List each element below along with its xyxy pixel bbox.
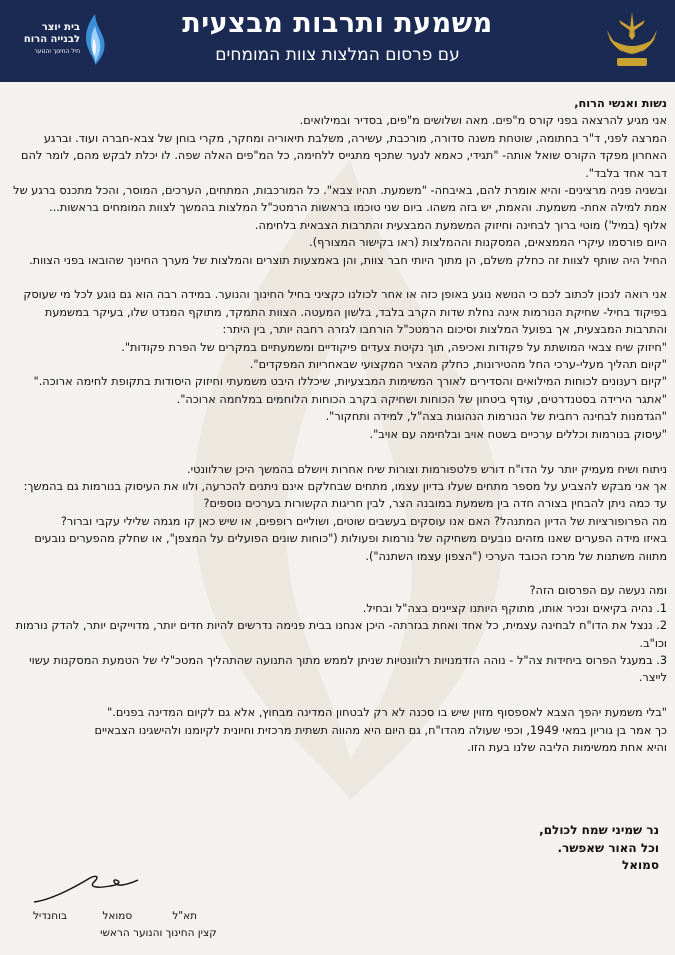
signature-role-word: קצין bbox=[197, 927, 217, 939]
signature-role-word: והנוער bbox=[133, 927, 163, 939]
handwritten-signature-icon bbox=[30, 870, 140, 906]
quote-item: "קיום תהליך מעלי-ערכי החל מהטירונות, כחלק מהציר המקצועי שבאחריות המפקדים". bbox=[249, 358, 667, 372]
signature-role-word: החינוך bbox=[165, 927, 195, 939]
quote-item: "עיסוק בנורמות וכללים ערכיים בשטח אויב ובלחימה עם אויב". bbox=[369, 427, 667, 441]
paragraph: ניתוח ושיח מעמיק יותר על הדו"ח דורש פלטפורמות וצורות שיח אחרות ויושלם בהמשך היכן שרלוונטי. bbox=[187, 462, 667, 476]
signature-last-name: בוחנדיל bbox=[32, 910, 68, 922]
paragraph: ובשניה פניה מרצינים- והיא אומרת להם, באיבחה- "משמעת. תהיו צבא". כל המורכבות, המתחים, הערכים, המוסר, והכל מתכנס ברגע של אמת למילה אחת- משמעת. והאמת, יש בזה משהו. ביום שני טוכמו בראשות הרמטכ"ל המלצות בהמשך לצוות המומחים בראשות... bbox=[13, 184, 667, 215]
paragraph: החיל היה שותף לצוות זה כחלק משלם, הן מתוך היותי חבר צוות, והן באמצעות תוצרים והמלצות של מערך החינוך שהובאו בפני הצוות. bbox=[29, 253, 667, 267]
closing-line: וכל האור שאפשר. bbox=[557, 840, 659, 855]
paragraph: והיא אחת ממשימות הליבה שלנו בעת הזו. bbox=[467, 740, 667, 754]
greeting: נשות ואנשי הרוח, bbox=[574, 97, 667, 110]
quote-item: "קיום רענונים לכוחות המילואים והסדירים לאורך המשימות המבצעיות, שיכללו היבט משמעתי וחיזוק היסודות בתקופת לחימה ארוכה." bbox=[33, 375, 667, 389]
paragraph: המרצה לפני, ד"ר בחתומה, שוטחת משנה סדורה, מורכבת, עשירה, משלבת תיאוריה ומחקר, מקרי בוחן של צבא-חברה ועוד. וברגע האחרון מפקד הקורס שואל אותה- "תגידי, כאמא לנער שתכף מתגייס ללחימה, כל המ"פים האלה שפה. לו יכלת לבקש מהם, לומר להם דבר אחד בלבד". bbox=[21, 131, 667, 180]
closing-name: סמואל bbox=[622, 858, 659, 872]
section-question: ומה נעשה עם הפרסום הזה? bbox=[529, 584, 667, 598]
quote-item: "חיזוק שיח צבאי המושתת על פקודות ואכיפה, תוך נקיטת צעדים פיקודיים ומשמעתיים במקרים של הפרת פקודות". bbox=[121, 340, 667, 354]
paragraph: היום פורסמו עיקרי הממצאים, המסקנות וההמלצות (ראו בקישור המצורף). bbox=[309, 236, 667, 250]
signature-role-row bbox=[18, 925, 217, 942]
logo-line-3: חיל החינוך והנוער bbox=[34, 48, 80, 55]
paragraph: אך אני מבקש להצביע על מספר מתחים שעלו בדיון עצמו, מתחים שבחלקם אינם ניתנים להכרעה, ולוו את העיסוק בנורמות גם בהמשך: bbox=[23, 479, 667, 493]
list-item: 1. נהיה בקיאים ונכיר אותו, מתוקף היותנו קציינים בצה"ל ובחיל. bbox=[362, 601, 667, 615]
paragraph: באיזו מידה הפערים שאנו מזהים נובעים משחיקה של נורמות ופעולות ("כוחות שונים הפועלים על המצפן", או שחלק מהפערים נובעים מתווה משתנות של מרכז הכובד הערכי ("הצפון עצמו השתנה"). bbox=[34, 532, 667, 563]
logo-line-1: בית יוצר bbox=[41, 22, 80, 33]
idf-emblem-icon bbox=[597, 6, 667, 76]
signature-first-name: סמואל bbox=[102, 910, 133, 922]
paragraph: כך אמר בן גוריון במאי 1949, וכפי שעולה מהדו"ח, גם היום היא מהווה תשתית מרכזית וחיונית לקיומנו ולהישגינו הצבאיים bbox=[94, 723, 667, 737]
logo-line-2: לבנייה הרוח bbox=[23, 34, 80, 45]
letter-body bbox=[10, 95, 667, 756]
signature-name-row bbox=[18, 908, 217, 925]
signature-rank: תא"ל bbox=[172, 910, 198, 922]
paragraph: עד כמה ניתן להבחין בצורה חדה בין משמעת במובנה הצר, לבין חריגות הקשורות בערכים נוספים? bbox=[203, 497, 667, 511]
page-subtitle: עם פרסום המלצות צוות המומחים bbox=[215, 45, 460, 65]
header-banner bbox=[0, 0, 675, 82]
quote-item: "הגדמנות לבחינה רחבית של הנורמות הנהוגות בצה"ל, למידה ותחקור". bbox=[325, 410, 667, 424]
paragraph: אלוף (במיל') מוטי ברוך לבחינה וחיזוק המשמעת המבצעית והתרבות הצבאית בלחימה. bbox=[254, 218, 667, 232]
signature-role-word: הראשי bbox=[100, 927, 130, 939]
quote-item: "אתגר הירידה בסטנדרטים, עודף ביטחון של הכוחות ושחיקה בקרב הכוחות הלוחמים במלחמה ארוכה". bbox=[176, 392, 667, 406]
signature-names bbox=[18, 908, 217, 942]
paragraph: אני רואה לנכון לכתוב לכם כי הנושא נוגע באופן כזה או אחר לכולנו כקציני בחיל החינוך והנוער. במידה רבה הוא גם נוגע לכל מי שעוסק בפיקוד בחיל- שחיקת הנורמות אינה נחלת שדות הקרב בלבד, בלשון המעטה. הצוות התמקד, מתוקף המנדט שלו, בעיקר במשמעת והתרבות המבצעית, אך בפועל המלצות וסיכום הרמטכ"ל הורחבו לגזרה רחבה יותר, בין היתר: bbox=[23, 288, 667, 337]
list-item: 2. ננצל את הדו"ח לבחינה עצמית, כל אחד ואחת בגזרתה- היכן אנחנו בבית פנימה נדרשים להיות חדים יותר, מדוייקים יותר, להדק נורמות וכו"ב. bbox=[15, 619, 667, 650]
paragraph: מה הפרופורציות של הדיון המתנהל? האם אנו עוסקים בעשבים שוטים, ושוליים רופפים, או שיש כאן קו מגמה שלילי עקבי וברור? bbox=[60, 514, 667, 528]
list-item: 3. במעגל הפרוס ביחידות צה"ל - נוהה הזדמנויות רלוונטיות שניתן לממש מתוך התנועה שהתהליך המטכ"לי של הטמעת המסקנות עשוי לייצר. bbox=[29, 653, 667, 685]
ben-gurion-quote: "בלי משמעת יהפך הצבא לאספסוף מזוין שיש בו סכנה לא רק לבטחון המדינה מבחוץ, אלא גם לקיום המדינה בפנים." bbox=[107, 706, 667, 720]
closing-block bbox=[539, 822, 659, 875]
paragraph: אני מגיע להרצאה בפני קורס מ"פים. מאה ושלושים מ"פים, בסדיר ובמילואים. bbox=[299, 114, 667, 128]
closing-line: נר שמיני שמח לכולם, bbox=[539, 823, 659, 837]
page-title: משמעת ותרבות מבצעית bbox=[182, 8, 493, 39]
